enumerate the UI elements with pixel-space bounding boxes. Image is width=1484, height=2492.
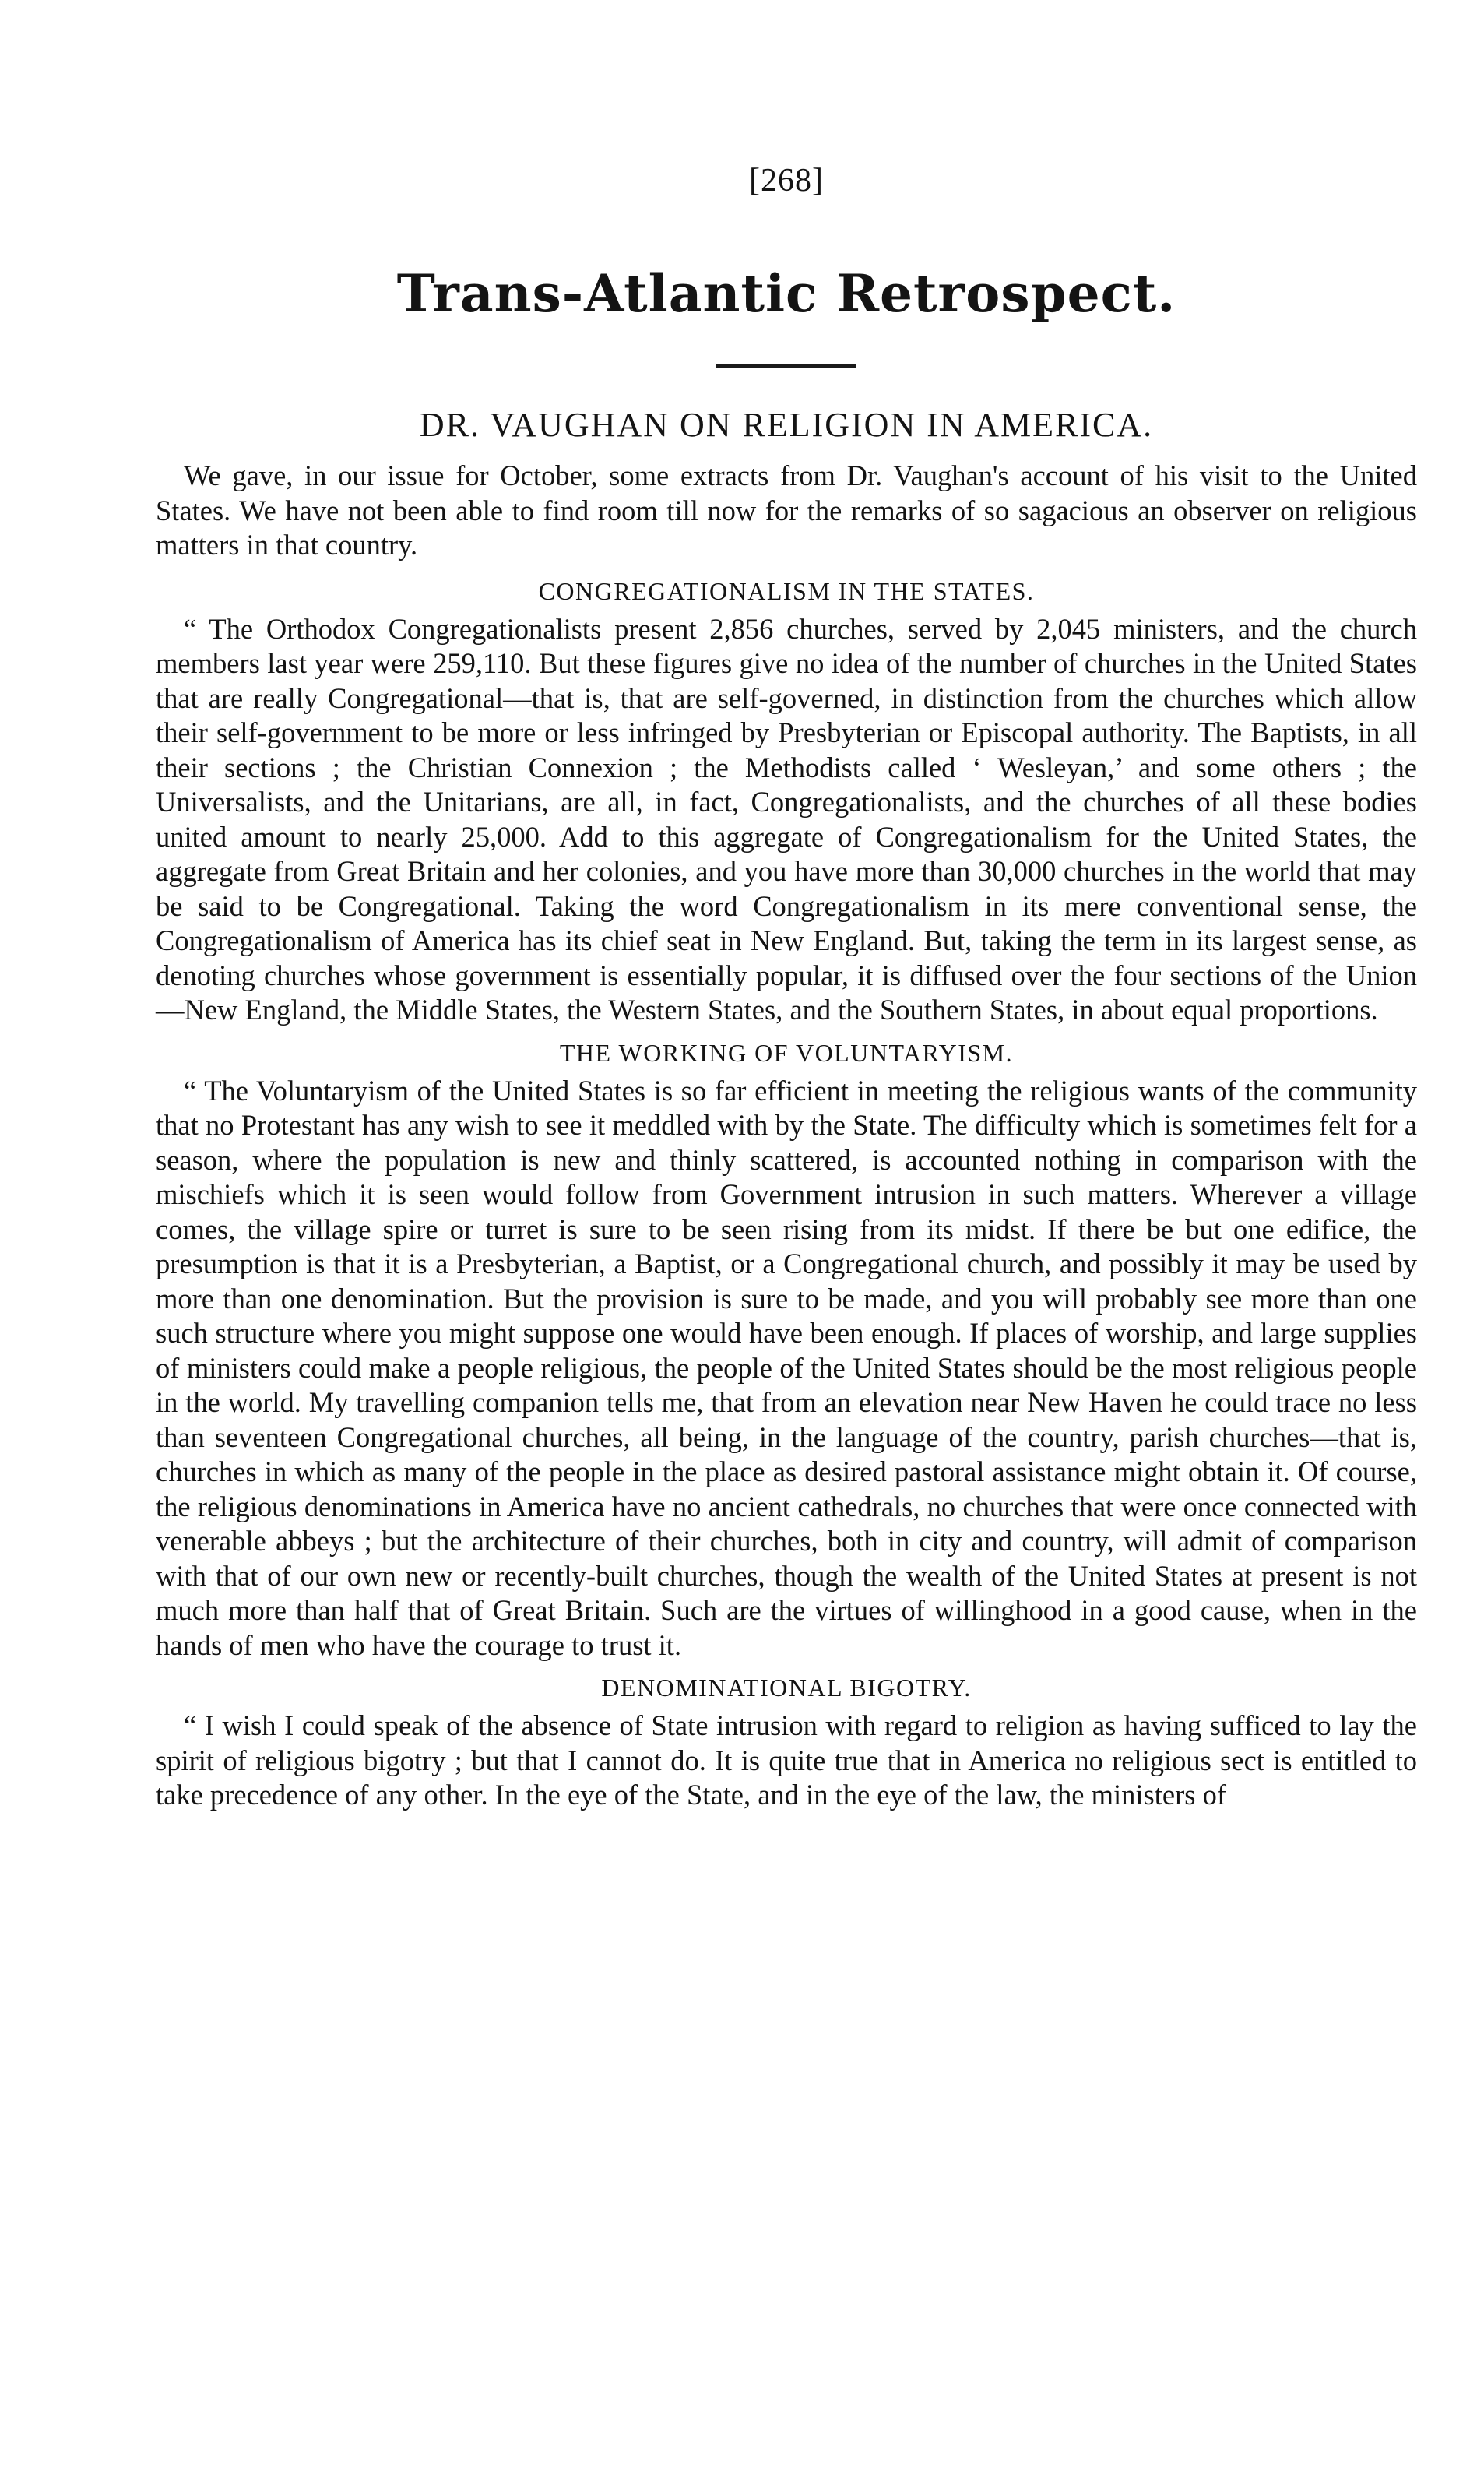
section-title: Trans-Atlantic Retrospect. bbox=[396, 263, 1176, 324]
section-congregationalism bbox=[156, 577, 1417, 1028]
page-number: [268] bbox=[749, 163, 824, 199]
section-paragraph: “ The Voluntaryism of the United States is so far efficient in meeting the religious wants of the community that no Protestant has any wish to see it meddled with by the State. The difficulty which is sometimes felt for a season, where the population is new and thinly scattered, is accounted nothing in comparison with the mischiefs which it is seen would follow from Government intrusion in such matters. Wherever a village comes, the village spire or turret is sure to be seen rising from its midst. If there be but one edifice, the presumption is that it is a Presbyterian, a Baptist, or a Congregational church, and possibly it may be used by more than one denomination. But the provision is sure to be made, and you will probably see more than one such structure where you might suppose one would have been enough. If places of worship, and large supplies of ministers could make a people religious, the people of the United States should be the most religious people in the world. My travelling companion tells me, that from an elevation near New Haven he could trace no less than seventeen Congregational churches, all being, in the language of the country, parish churches—that is, churches in which as many of the people in the place as desired pastoral assistance might obtain it. Of course, the religious denominations in America have no ancient cathedrals, no churches that were once connected with venerable abbeys ; but the architecture of their churches, both in city and country, will admit of comparison with that of our own new or recently-built churches, though the wealth of the United States at present is not much more than half that of Great Britain. Such are the virtues of willinghood in a good cause, when in the hands of men who have the courage to trust it. bbox=[156, 1074, 1417, 1661]
section-bigotry bbox=[156, 1674, 1417, 1813]
document-page bbox=[156, 0, 1417, 1824]
section-paragraph: “ The Orthodox Congregationalists present 2,856 churches, served by 2,045 ministers, and the church members last year were 259,110. But these figures give no idea of the number of churches in the United States that are really Congregational—that is, that are self-governed, in distinction from the churches which allow their self-government to be more or less infringed by Presbyterian or Episcopal authority. The Baptists, in all their sections ; the Christian Connexion ; the Methodists called ‘ Wesleyan,’ and some others ; the Universalists, and the Unitarians, are all, in fact, Congregationalists, and the churches of all these bodies united amount to nearly 25,000. Add to this aggregate of Congregationalism for the United States, the aggregate from Great Britain and her colonies, and you have more than 30,000 churches in the world that may be said to be Congregational. Taking the word Congregationalism in its mere conventional sense, the Congregationalism of America has its chief seat in New England. But, taking the term in its largest sense, as denoting churches whose government is essentially popular, it is diffused over the four sections of the Union—New England, the Middle States, the Western States, and the Southern States, in about equal proportions. bbox=[156, 612, 1417, 1026]
section-voluntaryism bbox=[156, 1039, 1417, 1663]
title-divider bbox=[716, 364, 856, 368]
intro-paragraph: We gave, in our issue for October, some extracts from Dr. Vaughan's account of his visit to the United States. We have not been able to find room till now for the remarks of so sagacious an observer on religious matters in that country. bbox=[156, 459, 1417, 561]
section-heading: THE WORKING OF VOLUNTARYISM. bbox=[559, 1038, 1014, 1067]
section-paragraph: “ I wish I could speak of the absence of State intrusion with regard to religion as having sufficed to lay the spirit of religious bigotry ; but that I cannot do. It is quite true that in America no religious sect is entitled to take precedence of any other. In the eye of the State, and in the eye of the law, the ministers of bbox=[156, 1709, 1417, 1811]
section-heading: CONGREGATIONALISM IN THE STATES. bbox=[538, 576, 1035, 605]
section-heading: DENOMINATIONAL BIGOTRY. bbox=[601, 1674, 972, 1702]
article-title: DR. VAUGHAN ON RELIGION IN AMERICA. bbox=[419, 406, 1154, 444]
